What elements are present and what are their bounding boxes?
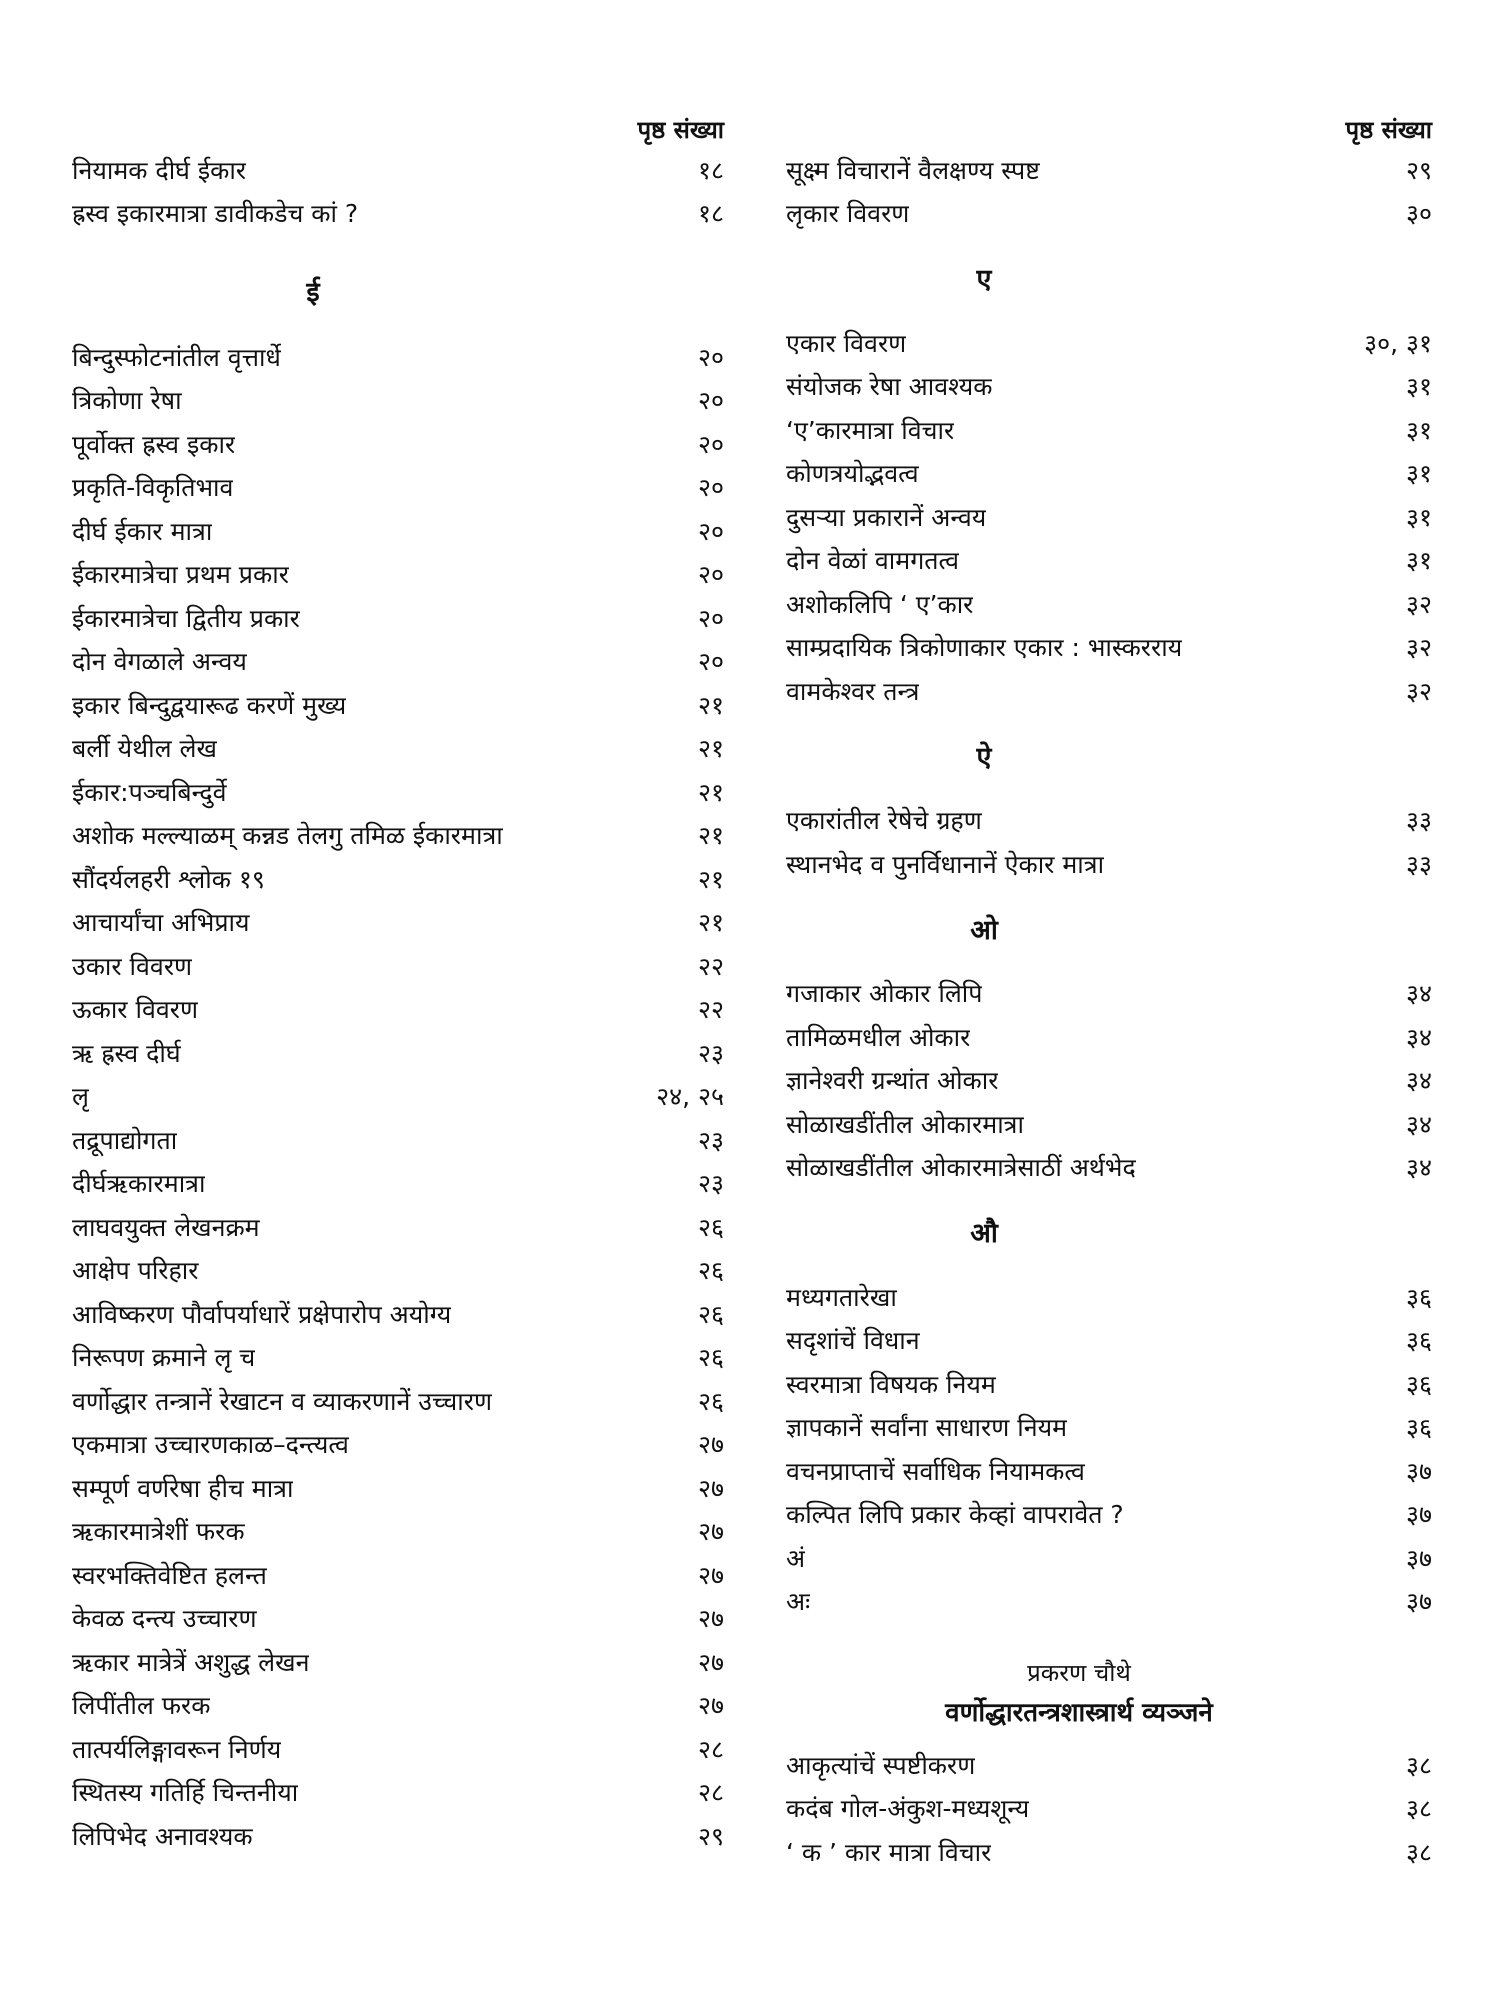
entry-page-number: २७ [697,1604,724,1634]
entry-title: कल्पित लिपि प्रकार केव्हां वापरावेत ? [786,1500,1124,1530]
right-column [786,112,1432,1874]
entry-title: साम्प्रदायिक त्रिकोणाकार एकार : भास्करराय [786,633,1183,663]
index-entry [786,1787,1432,1831]
chapter-title: वर्णोद्धारतन्त्रशास्त्रार्थ व्यञ्जने [945,1698,1213,1728]
entry-page-number: २७ [697,1647,724,1677]
index-entry [72,148,724,192]
entry-title: दुसऱ्या प्रकारानें अन्वय [786,502,987,532]
index-entry [72,1814,724,1858]
left-column [72,112,724,1858]
entry-title: एकमात्रा उच्चारणकाळ–दन्त्यत्व [72,1430,349,1460]
entry-title: संयोजक रेषा आवश्यक [786,372,993,402]
entry-page-number: २८ [697,1778,724,1808]
entry-page-number: २३ [697,1169,724,1199]
entry-title: ‘ए’कारमात्रा विचार [786,415,955,445]
entry-title: एकारांतील रेषेचे ग्रहण [786,806,982,836]
entry-title: सूक्ष्म विचारानें वैलक्षण्य स्पष्ट [786,155,1040,185]
entry-title: बिन्दुस्फोटनांतील वृत्तार्धे [72,342,281,372]
entry-page-number: २० [697,560,724,590]
index-entry [786,1449,1432,1493]
entry-title: अः [786,1587,811,1617]
index-entry [786,452,1432,496]
entry-title: स्थानभेद व पुनर्विधानानें ऐकार मात्रा [786,849,1105,879]
entry-page-number: २१ [697,690,724,720]
index-entry [72,379,724,423]
entry-page-number: ३७ [1405,1500,1432,1530]
entry-page-number: २० [697,342,724,372]
entry-title: कोणत्रयोद्भवत्व [786,459,919,489]
section-au-entries [786,1275,1432,1623]
entry-title: ईकार:पञ्चबिन्दुर्वे [72,777,227,807]
index-entry [72,1597,724,1641]
entry-title: ज्ञापकानें सर्वांना साधारण नियम [786,1413,1068,1443]
entry-title: अं [786,1543,806,1573]
entry-page-number: ३४ [1405,1109,1432,1139]
index-entry [72,553,724,597]
entry-title: वचनप्राप्ताचें सर्वाधिक नियामकत्व [786,1456,1085,1486]
index-entry [72,901,724,945]
index-entry [72,1379,724,1423]
entry-page-number: ३७ [1405,1587,1432,1617]
entry-page-number: ३१ [1405,502,1432,532]
entry-title: बर्ली येथील लेख [72,734,217,764]
left-section-i-entries [72,335,724,1858]
index-entry [72,857,724,901]
index-entry [72,1075,724,1119]
index-entry [72,770,724,814]
entry-title: इकार बिन्दुद्वयारूढ करणें मुख्य [72,690,347,720]
index-entry [72,192,724,236]
index-entry [786,539,1432,583]
entry-page-number: २९ [697,1821,724,1851]
entry-page-number: ३२ [1405,633,1432,663]
entry-title: आविष्करण पौर्वापर्याधारें प्रक्षेपारोप अयोग्य [72,1299,452,1329]
entry-page-number: २६ [697,1299,724,1329]
index-entry [72,1684,724,1728]
index-entry [72,466,724,510]
left-top-entries [72,148,724,235]
entry-title: पूर्वोक्त ह्रस्व इकार [72,429,236,459]
entry-title: सोळाखडींतील ओकारमात्रा [786,1109,1024,1139]
index-entry [72,1162,724,1206]
entry-title: दीर्घऋकारमात्रा [72,1169,206,1199]
page-number-header: पृष्ठ संख्या [1345,116,1432,144]
entry-title: तद्रूपाद्योगता [72,1125,178,1155]
entry-title: दीर्घ ईकार मात्रा [72,516,213,546]
section-ai-entries [786,799,1432,886]
entry-title: वर्णोद्धार तन्त्रानें रेखाटन व व्याकरणानें उच्चारण [72,1386,493,1416]
entry-page-number: ३६ [1405,1413,1432,1443]
entry-page-number: ३४ [1405,1153,1432,1183]
index-entry [786,1536,1432,1580]
index-entry [786,1830,1432,1874]
entry-page-number: ३६ [1405,1369,1432,1399]
entry-title: ज्ञानेश्वरी ग्रन्थांत ओकार [786,1066,999,1096]
index-entry [786,148,1432,192]
entry-title: ह्रस्व इकारमात्रा डावीकडेच कां ? [72,199,359,229]
index-entry [786,582,1432,626]
entry-page-number: ३४ [1405,979,1432,1009]
entry-title: उकार विवरण [72,951,193,981]
entry-title: आचार्यांचा अभिप्राय [72,908,250,938]
index-entry [786,365,1432,409]
index-entry [72,1249,724,1293]
entry-page-number: ३४ [1405,1022,1432,1052]
index-entry [786,842,1432,886]
entry-page-number: २० [697,516,724,546]
entry-page-number: ३८ [1405,1837,1432,1867]
index-entry [72,1640,724,1684]
entry-page-number: २२ [697,951,724,981]
entry-title: दोन वेगळाले अन्वय [72,647,247,677]
index-entry [786,1102,1432,1146]
entry-page-number: २६ [697,1386,724,1416]
entry-title: ऋकार मात्रेत्रें अशुद्ध लेखन [72,1647,310,1677]
index-entry [786,408,1432,452]
entry-page-number: ३८ [1405,1750,1432,1780]
entry-page-number: २९ [1405,155,1432,185]
index-entry [72,683,724,727]
entry-title: अशोक मल्ल्याळम् कन्नड तेलगु तमिळ ईकारमात्रा [72,821,503,851]
section-o-entries [786,972,1432,1190]
entry-page-number: २० [697,386,724,416]
index-entry [786,1362,1432,1406]
index-entry [786,1493,1432,1537]
index-entry [72,814,724,858]
index-entry [72,1292,724,1336]
index-entry [72,1118,724,1162]
index-entry [72,988,724,1032]
entry-page-number: २६ [697,1212,724,1242]
index-entry [72,1510,724,1554]
index-entry [72,509,724,553]
entry-title: ईकारमात्रेचा द्वितीय प्रकार [72,603,300,633]
page-number-header: पृष्ठ संख्या [637,116,724,144]
entry-page-number: २४, २५ [656,1082,724,1112]
index-entry [786,669,1432,713]
entry-page-number: २६ [697,1256,724,1286]
index-entry [72,1423,724,1467]
entry-page-number: २० [697,473,724,503]
entry-title: नियामक दीर्घ ईकार [72,155,247,185]
section-heading-i: ई [306,277,320,308]
entry-title: स्थितस्य गतिर्हि चिन्तनीया [72,1778,299,1808]
index-entry [786,192,1432,236]
entry-title: सम्पूर्ण वर्णरेषा हीच मात्रा [72,1473,294,1503]
entry-page-number: १८ [697,155,724,185]
index-entry [72,422,724,466]
chapter-entries [786,1743,1432,1874]
entry-page-number: ३२ [1405,589,1432,619]
entry-title: निरूपण क्रमाने लृ च [72,1343,256,1373]
section-heading-au: औ [970,1218,998,1249]
entry-page-number: ३२ [1405,676,1432,706]
index-entry [786,972,1432,1016]
entry-page-number: ३८ [1405,1794,1432,1824]
entry-title: आक्षेप परिहार [72,1256,199,1286]
section-heading-o: ओ [970,914,998,946]
section-e-entries [786,321,1432,713]
entry-title: अशोकलिपि ‘ ए’कार [786,589,974,619]
index-entry [72,1727,724,1771]
index-entry [72,596,724,640]
entry-page-number: ३०, ३१ [1364,328,1432,358]
entry-page-number: १८ [697,199,724,229]
chapter-label: प्रकरण चौथे [1027,1659,1131,1687]
entry-page-number: २० [697,429,724,459]
entry-page-number: २० [697,647,724,677]
entry-title: ईकारमात्रेचा प्रथम प्रकार [72,560,289,590]
entry-title: त्रिकोणा रेषा [72,386,182,416]
entry-page-number: २१ [697,864,724,894]
entry-page-number: २३ [697,1125,724,1155]
entry-page-number: २७ [697,1430,724,1460]
entry-title: प्रकृति-विकृतिभाव [72,473,234,503]
entry-page-number: २१ [697,821,724,851]
entry-page-number: २७ [697,1560,724,1590]
entry-title: गजाकार ओकार लिपि [786,979,983,1009]
entry-page-number: ३७ [1405,1456,1432,1486]
entry-page-number: ३७ [1405,1543,1432,1573]
entry-page-number: २० [697,603,724,633]
entry-page-number: २७ [697,1517,724,1547]
index-entry [72,1466,724,1510]
entry-title: ऋकारमात्रेशीं फरक [72,1517,245,1547]
entry-page-number: २१ [697,777,724,807]
entry-title: ऊकार विवरण [72,995,199,1025]
index-entry [786,1015,1432,1059]
entry-title: सोळाखडींतील ओकारमात्रेसाठीं अर्थभेद [786,1153,1136,1183]
index-entry [72,640,724,684]
entry-title: लृकार विवरण [786,199,910,229]
entry-title: सदृशांचें विधान [786,1326,920,1356]
entry-page-number: ३१ [1405,372,1432,402]
index-entry [72,1553,724,1597]
entry-page-number: २८ [697,1734,724,1764]
index-entry [786,799,1432,843]
entry-title: तामिळमधील ओकार [786,1022,971,1052]
entry-title: स्वरमात्रा विषयक नियम [786,1369,996,1399]
entry-title: आकृत्यांचें स्पष्टीकरण [786,1750,976,1780]
entry-page-number: ३० [1405,199,1432,229]
index-entry [786,1275,1432,1319]
index-entry [72,1336,724,1380]
index-entry [786,321,1432,365]
entry-page-number: ३१ [1405,546,1432,576]
entry-page-number: ३६ [1405,1326,1432,1356]
index-entry [72,1031,724,1075]
entry-page-number: २३ [697,1038,724,1068]
index-entry [786,1743,1432,1787]
index-entry [786,1059,1432,1103]
entry-title: तात्पर्यलिङ्गावरून निर्णय [72,1734,282,1764]
entry-title: कदंब गोल-अंकुश-मध्यशून्य [786,1794,1030,1824]
index-entry [786,1319,1432,1363]
section-heading-ai: ऐ [976,741,992,773]
index-entry [786,1580,1432,1624]
entry-page-number: ३१ [1405,415,1432,445]
entry-page-number: २७ [697,1691,724,1721]
entry-title: एकार विवरण [786,328,907,358]
entry-title: स्वरभक्तिवेष्टित हलन्त [72,1560,267,1590]
entry-page-number: ३४ [1405,1066,1432,1096]
index-entry [786,495,1432,539]
entry-page-number: २१ [697,908,724,938]
entry-title: केवळ दन्त्य उच्चारण [72,1604,257,1634]
entry-title: दोन वेळां वामगतत्व [786,546,960,576]
index-entry [72,944,724,988]
index-entry [72,1771,724,1815]
section-heading-e: ए [976,264,992,295]
entry-page-number: ३६ [1405,1282,1432,1312]
entry-page-number: ३१ [1405,459,1432,489]
entry-title: लाघवयुक्त लेखनक्रम [72,1212,260,1242]
right-top-entries [786,148,1432,235]
index-entry [72,335,724,379]
entry-title: लृ [72,1082,89,1112]
index-entry [786,626,1432,670]
entry-page-number: २२ [697,995,724,1025]
entry-title: वामकेश्वर तन्त्र [786,676,920,706]
entry-title: ‘ क ’ कार मात्रा विचार [786,1837,992,1867]
entry-page-number: ३३ [1405,806,1432,836]
entry-page-number: २७ [697,1473,724,1503]
entry-title: ऋ ह्रस्व दीर्घ [72,1038,181,1068]
index-entry [786,1406,1432,1450]
index-entry [72,727,724,771]
spacer [786,1623,1432,1653]
entry-page-number: २६ [697,1343,724,1373]
entry-title: सौंदर्यलहरी श्लोक १९ [72,864,265,894]
index-entry [786,1146,1432,1190]
entry-page-number: ३३ [1405,849,1432,879]
entry-title: मध्यगतारेखा [786,1282,897,1312]
entry-page-number: २१ [697,734,724,764]
entry-title: लिपींतील फरक [72,1691,211,1721]
entry-title: लिपिभेद अनावश्यक [72,1821,253,1851]
index-entry [72,1205,724,1249]
